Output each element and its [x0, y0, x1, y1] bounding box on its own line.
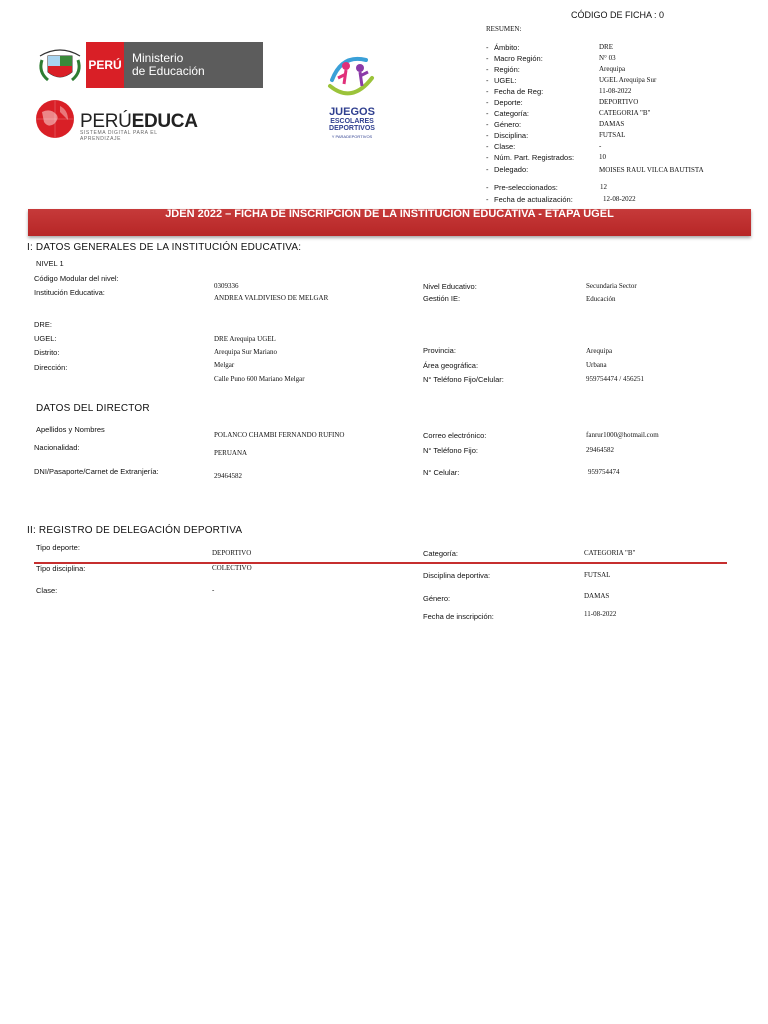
- resumen-value: MOISES RAUL VILCA BAUTISTA: [599, 166, 704, 174]
- disciplina-value: FUTSAL: [584, 571, 611, 579]
- resumen-value: 11-08-2022: [599, 87, 632, 95]
- clase-label: Clase:: [36, 586, 58, 595]
- resumen-bullet: -: [486, 109, 489, 118]
- resumen-label: Macro Región:: [494, 54, 543, 63]
- institucion-label: Institución Educativa:: [34, 288, 105, 297]
- nacionalidad-label: Nacionalidad:: [34, 443, 80, 452]
- telefono-fijo-label: N° Teléfono Fijo:: [423, 446, 478, 455]
- divider-line: [34, 562, 727, 564]
- resumen-bullet: -: [486, 142, 489, 151]
- perueduca-wordmark: PERÚEDUCA: [80, 111, 198, 132]
- gestion-value: Educación: [586, 295, 616, 303]
- genero-label: Género:: [423, 594, 451, 603]
- resumen-bullet: -: [486, 165, 489, 174]
- resumen-bullet: -: [486, 183, 489, 192]
- direccion-label: Dirección:: [34, 363, 68, 372]
- distrito-value: Melgar: [214, 361, 235, 369]
- juegos-tagline: Y PARADEPORTIVOS: [331, 134, 373, 139]
- section1-title: I: DATOS GENERALES DE LA INSTITUCIÓN EDUCATIVA:: [27, 242, 302, 253]
- celular-label: N° Celular:: [423, 468, 460, 477]
- telefono-value: 959754474 / 456251: [586, 375, 644, 383]
- resumen-label: Fecha de Reg:: [494, 87, 544, 96]
- resumen-value: DRE: [599, 43, 613, 51]
- resumen-title: RESUMEN:: [486, 25, 522, 33]
- resumen-label: Categoría:: [494, 109, 530, 118]
- resumen-bullet: -: [486, 131, 489, 140]
- resumen-value: 12-08-2022: [603, 195, 636, 203]
- telefono-fijo-value: 29464582: [586, 446, 614, 454]
- ministerio-line2: de Educación: [132, 64, 205, 78]
- peru-label: PERÚ: [86, 42, 124, 88]
- apellidos-label: Apellidos y Nombres: [36, 425, 105, 434]
- resumen-value: DEPORTIVO: [599, 98, 639, 106]
- resumen-value: Arequipa: [599, 65, 626, 73]
- provincia-value: Arequipa: [586, 347, 613, 355]
- nivel-educativo-value: Secundaria Sector: [586, 282, 637, 290]
- globe-icon: [34, 98, 76, 140]
- resumen-label: Deporte:: [494, 98, 523, 107]
- dre-value: DRE Arequipa UGEL: [214, 335, 276, 343]
- peru-coat-of-arms-icon: [34, 42, 86, 88]
- institucion-value: ANDREA VALDIVIESO DE MELGAR: [214, 294, 329, 302]
- correo-label: Correo electrónico:: [423, 431, 487, 440]
- resumen-label: UGEL:: [494, 76, 517, 85]
- fecha-inscripcion-value: 11-08-2022: [584, 610, 617, 618]
- nacionalidad-value: PERUANA: [214, 449, 248, 457]
- provincia-label: Provincia:: [423, 346, 456, 355]
- juegos-athletes-icon: [322, 50, 382, 104]
- resumen-value: -: [599, 142, 602, 150]
- resumen-value: CATEGORIA "B": [599, 109, 651, 117]
- resumen-bullet: -: [486, 120, 489, 129]
- perueduca-logo: [34, 98, 198, 142]
- ficha-code: CÓDIGO DE FICHA : 0: [571, 10, 665, 20]
- juegos-subtitle: ESCOLARES DEPORTIVOS: [329, 118, 375, 132]
- ugel-label: UGEL:: [34, 334, 57, 343]
- section2-title: II: REGISTRO DE DELEGACIÓN DEPORTIVA: [27, 525, 243, 536]
- resumen-value: N° 03: [599, 54, 616, 62]
- gestion-label: Gestión IE:: [423, 294, 461, 303]
- resumen-label: Género:: [494, 120, 522, 129]
- resumen-value: 12: [600, 183, 607, 191]
- resumen-label: Ámbito:: [494, 43, 520, 52]
- celular-value: 959754474: [588, 468, 620, 476]
- ministerio-line1: Ministerio: [132, 51, 184, 65]
- juegos-escolares-logo: [322, 50, 382, 142]
- resumen-value: DAMAS: [599, 120, 625, 128]
- codigo-modular-value: 0309336: [214, 282, 239, 290]
- ugel-value: Arequipa Sur Mariano: [214, 348, 277, 356]
- clase-value: -: [212, 586, 215, 594]
- nivel-label: NIVEL 1: [36, 259, 64, 268]
- area-geografica-value: Urbana: [586, 361, 607, 369]
- juegos-title: JUEGOS: [329, 106, 375, 118]
- direccion-value: Calle Puno 600 Mariano Melgar: [214, 375, 305, 383]
- resumen-label: Delegado:: [494, 165, 529, 174]
- categoria-label: Categoría:: [423, 549, 459, 558]
- perueduca-tagline: SISTEMA DIGITAL PARA EL APRENDIZAJE: [80, 130, 158, 142]
- minedu-logo: [34, 42, 263, 88]
- resumen-value: FUTSAL: [599, 131, 626, 139]
- resumen-value: 10: [599, 153, 606, 161]
- telefono-label: N° Teléfono Fijo/Celular:: [423, 375, 504, 384]
- resumen-bullet: -: [486, 195, 489, 204]
- resumen-label: Disciplina:: [494, 131, 529, 140]
- resumen-label: Pre-seleccionados:: [494, 183, 558, 192]
- fecha-inscripcion-label: Fecha de inscripción:: [423, 612, 494, 621]
- dni-label: DNI/Pasaporte/Carnet de Extranjería:: [34, 467, 159, 476]
- distrito-label: Distrito:: [34, 348, 60, 357]
- resumen-bullet: -: [486, 54, 489, 63]
- tipo-disciplina-label: Tipo disciplina:: [36, 564, 86, 573]
- resumen-label: Núm. Part. Registrados:: [494, 153, 575, 162]
- resumen-bullet: -: [486, 153, 489, 162]
- area-geografica-label: Área geográfica:: [423, 361, 479, 370]
- resumen-value: UGEL Arequipa Sur: [599, 76, 657, 84]
- ficha-banner: [28, 209, 751, 236]
- tipo-deporte-label: Tipo deporte:: [36, 543, 80, 552]
- codigo-modular-label: Código Modular del nivel:: [34, 274, 119, 283]
- categoria-value: CATEGORIA "B": [584, 549, 636, 557]
- resumen-bullet: -: [486, 98, 489, 107]
- genero-value: DAMAS: [584, 592, 610, 600]
- dni-value: 29464582: [214, 472, 242, 480]
- director-title: DATOS DEL DIRECTOR: [36, 403, 150, 414]
- nivel-educativo-label: Nivel Educativo:: [423, 282, 477, 291]
- resumen-bullet: -: [486, 65, 489, 74]
- resumen-bullet: -: [486, 76, 489, 85]
- resumen-label: Fecha de actualización:: [494, 195, 573, 204]
- ministerio-label: [124, 42, 263, 88]
- apellidos-value: POLANCO CHAMBI FERNANDO RUFINO: [214, 431, 345, 439]
- resumen-bullet: -: [486, 87, 489, 96]
- resumen-label: Región:: [494, 65, 520, 74]
- disciplina-label: Disciplina deportiva:: [423, 571, 491, 580]
- resumen-bullet: -: [486, 43, 489, 52]
- tipo-disciplina-value: COLECTIVO: [212, 564, 252, 572]
- resumen-label: Clase:: [494, 142, 516, 151]
- correo-value: fanrur1000@hotmail.com: [586, 431, 659, 439]
- tipo-deporte-value: DEPORTIVO: [212, 549, 252, 557]
- banner-title: JDEN 2022 – FICHA DE INSCRIPCIÓN DE LA INSTITUCIÓN EDUCATIVA - ETAPA UGEL: [165, 208, 614, 220]
- dre-label: DRE:: [34, 320, 52, 329]
